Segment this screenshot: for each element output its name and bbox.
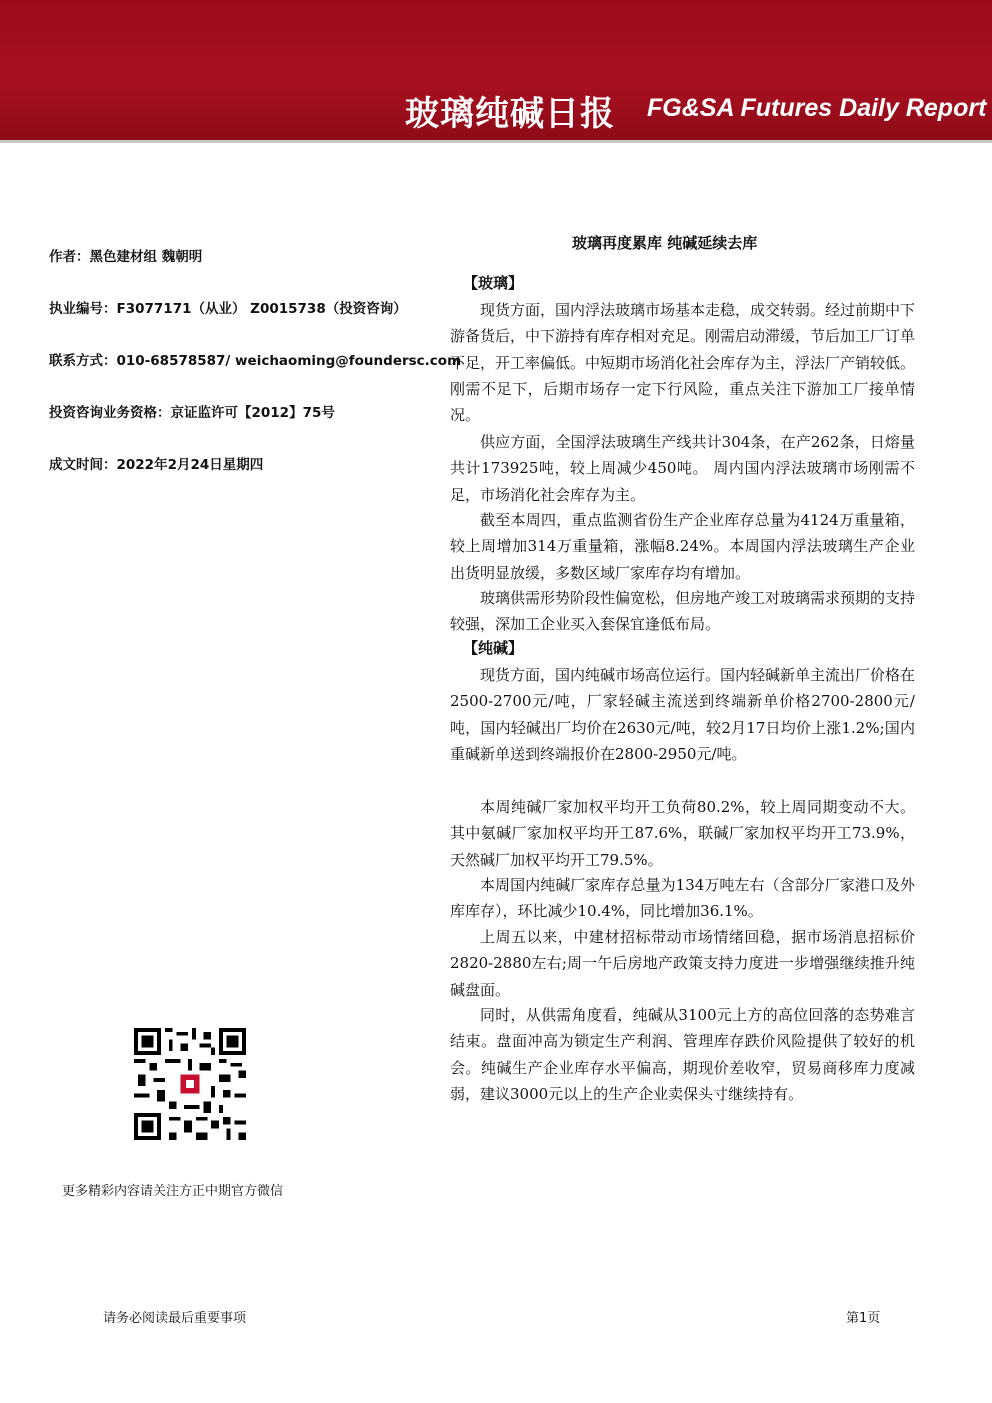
- report-title-en: FG&SA Futures Daily Report: [647, 94, 987, 122]
- glass-paragraph: 截至本周四，重点监测省份生产企业库存总量为4124万重量箱，较上周增加314万重量箱，涨幅8.24%。本周国内浮法玻璃生产企业出货明显放缓，多数区域厂家库存均有增加。: [450, 511, 915, 582]
- author-line: 作者：黑色建材组 魏朝明: [49, 249, 203, 265]
- soda-section-heading: 【纯碱】: [463, 639, 524, 657]
- soda-paragraph: 上周五以来，中建材招标带动市场情绪回稳，据市场消息招标价2820-2880左右;周一午后房地产政策支持力度进一步增强继续推升纯碱盘面。: [450, 928, 915, 999]
- license-line: 执业编号：F3077171（从业） Z0015738（投资咨询）: [49, 301, 407, 317]
- soda-paragraph: 现货方面，国内纯碱市场高位运行。国内轻碱新单主流出厂价格在2500-2700元/吨，厂家轻碱主流送到终端新单价格2700-2800元/吨，国内轻碱出厂均价在2630元/吨，较2月17日均价上涨1.2%;国内重碱新单送到终端报价在2800-2950元/吨。: [450, 666, 916, 763]
- glass-paragraph: 玻璃供需形势阶段性偏宽松，但房地产竣工对玻璃需求预期的支持较强，深加工企业买入套保宜逢低布局。: [450, 589, 916, 634]
- glass-section-heading: 【玻璃】: [463, 274, 524, 292]
- soda-paragraph: 本周国内纯碱厂家库存总量为134万吨左右（含部分厂家港口及外库库存），环比减少10.4%，同比增加36.1%。: [450, 876, 915, 921]
- report-title-cn: 玻璃纯碱日报: [405, 94, 615, 134]
- qr-caption: 更多精彩内容请关注方正中期官方微信: [62, 1184, 284, 1199]
- soda-paragraph: 本周纯碱厂家加权平均开工负荷80.2%，较上周同期变动不大。其中氨碱厂家加权平均开工87.6%，联碱厂家加权平均开工73.9%，天然碱厂加权平均开工79.5%。: [450, 798, 915, 869]
- date-line: 成文时间：2022年2月24日星期四: [49, 457, 264, 473]
- page-number: 第1页: [846, 1311, 881, 1326]
- header-divider: [0, 140, 992, 143]
- glass-paragraph: 现货方面，国内浮法玻璃市场基本走稳，成交转弱。经过前期中下游备货后，中下游持有库存相对充足。刚需启动滞缓，节后加工厂订单不足，开工率偏低。中短期市场消化社会库存为主，浮法厂产销较低。刚需不足下，后期市场存一定下行风险，重点关注下游加工厂接单情况。: [450, 301, 916, 425]
- qualification-line: 投资咨询业务资格：京证监许可【2012】75号: [49, 405, 335, 421]
- soda-paragraph: 同时，从供需角度看，纯碱从3100元上方的高位回落的态势难言结束。盘面冲高为锁定生产利润、管理库存跌价风险提供了较好的机会。纯碱生产企业库存水平偏高，期现价差收窄，贸易商移库力度减弱，建议3000元以上的生产企业卖保头寸继续持有。: [450, 1006, 915, 1103]
- contact-line: 联系方式：010-68578587/ weichaoming@foundersc.com: [49, 353, 462, 369]
- wechat-qr-code: [134, 1028, 246, 1140]
- glass-paragraph: 供应方面，全国浮法玻璃生产线共计304条，在产262条，日熔量共计173925吨，较上周减少450吨。 周内国内浮法玻璃市场刚需不足，市场消化社会库存为主。: [450, 433, 915, 504]
- article-headline: 玻璃再度累库 纯碱延续去库: [572, 234, 758, 252]
- footer-notice: 请务必阅读最后重要事项: [103, 1311, 247, 1326]
